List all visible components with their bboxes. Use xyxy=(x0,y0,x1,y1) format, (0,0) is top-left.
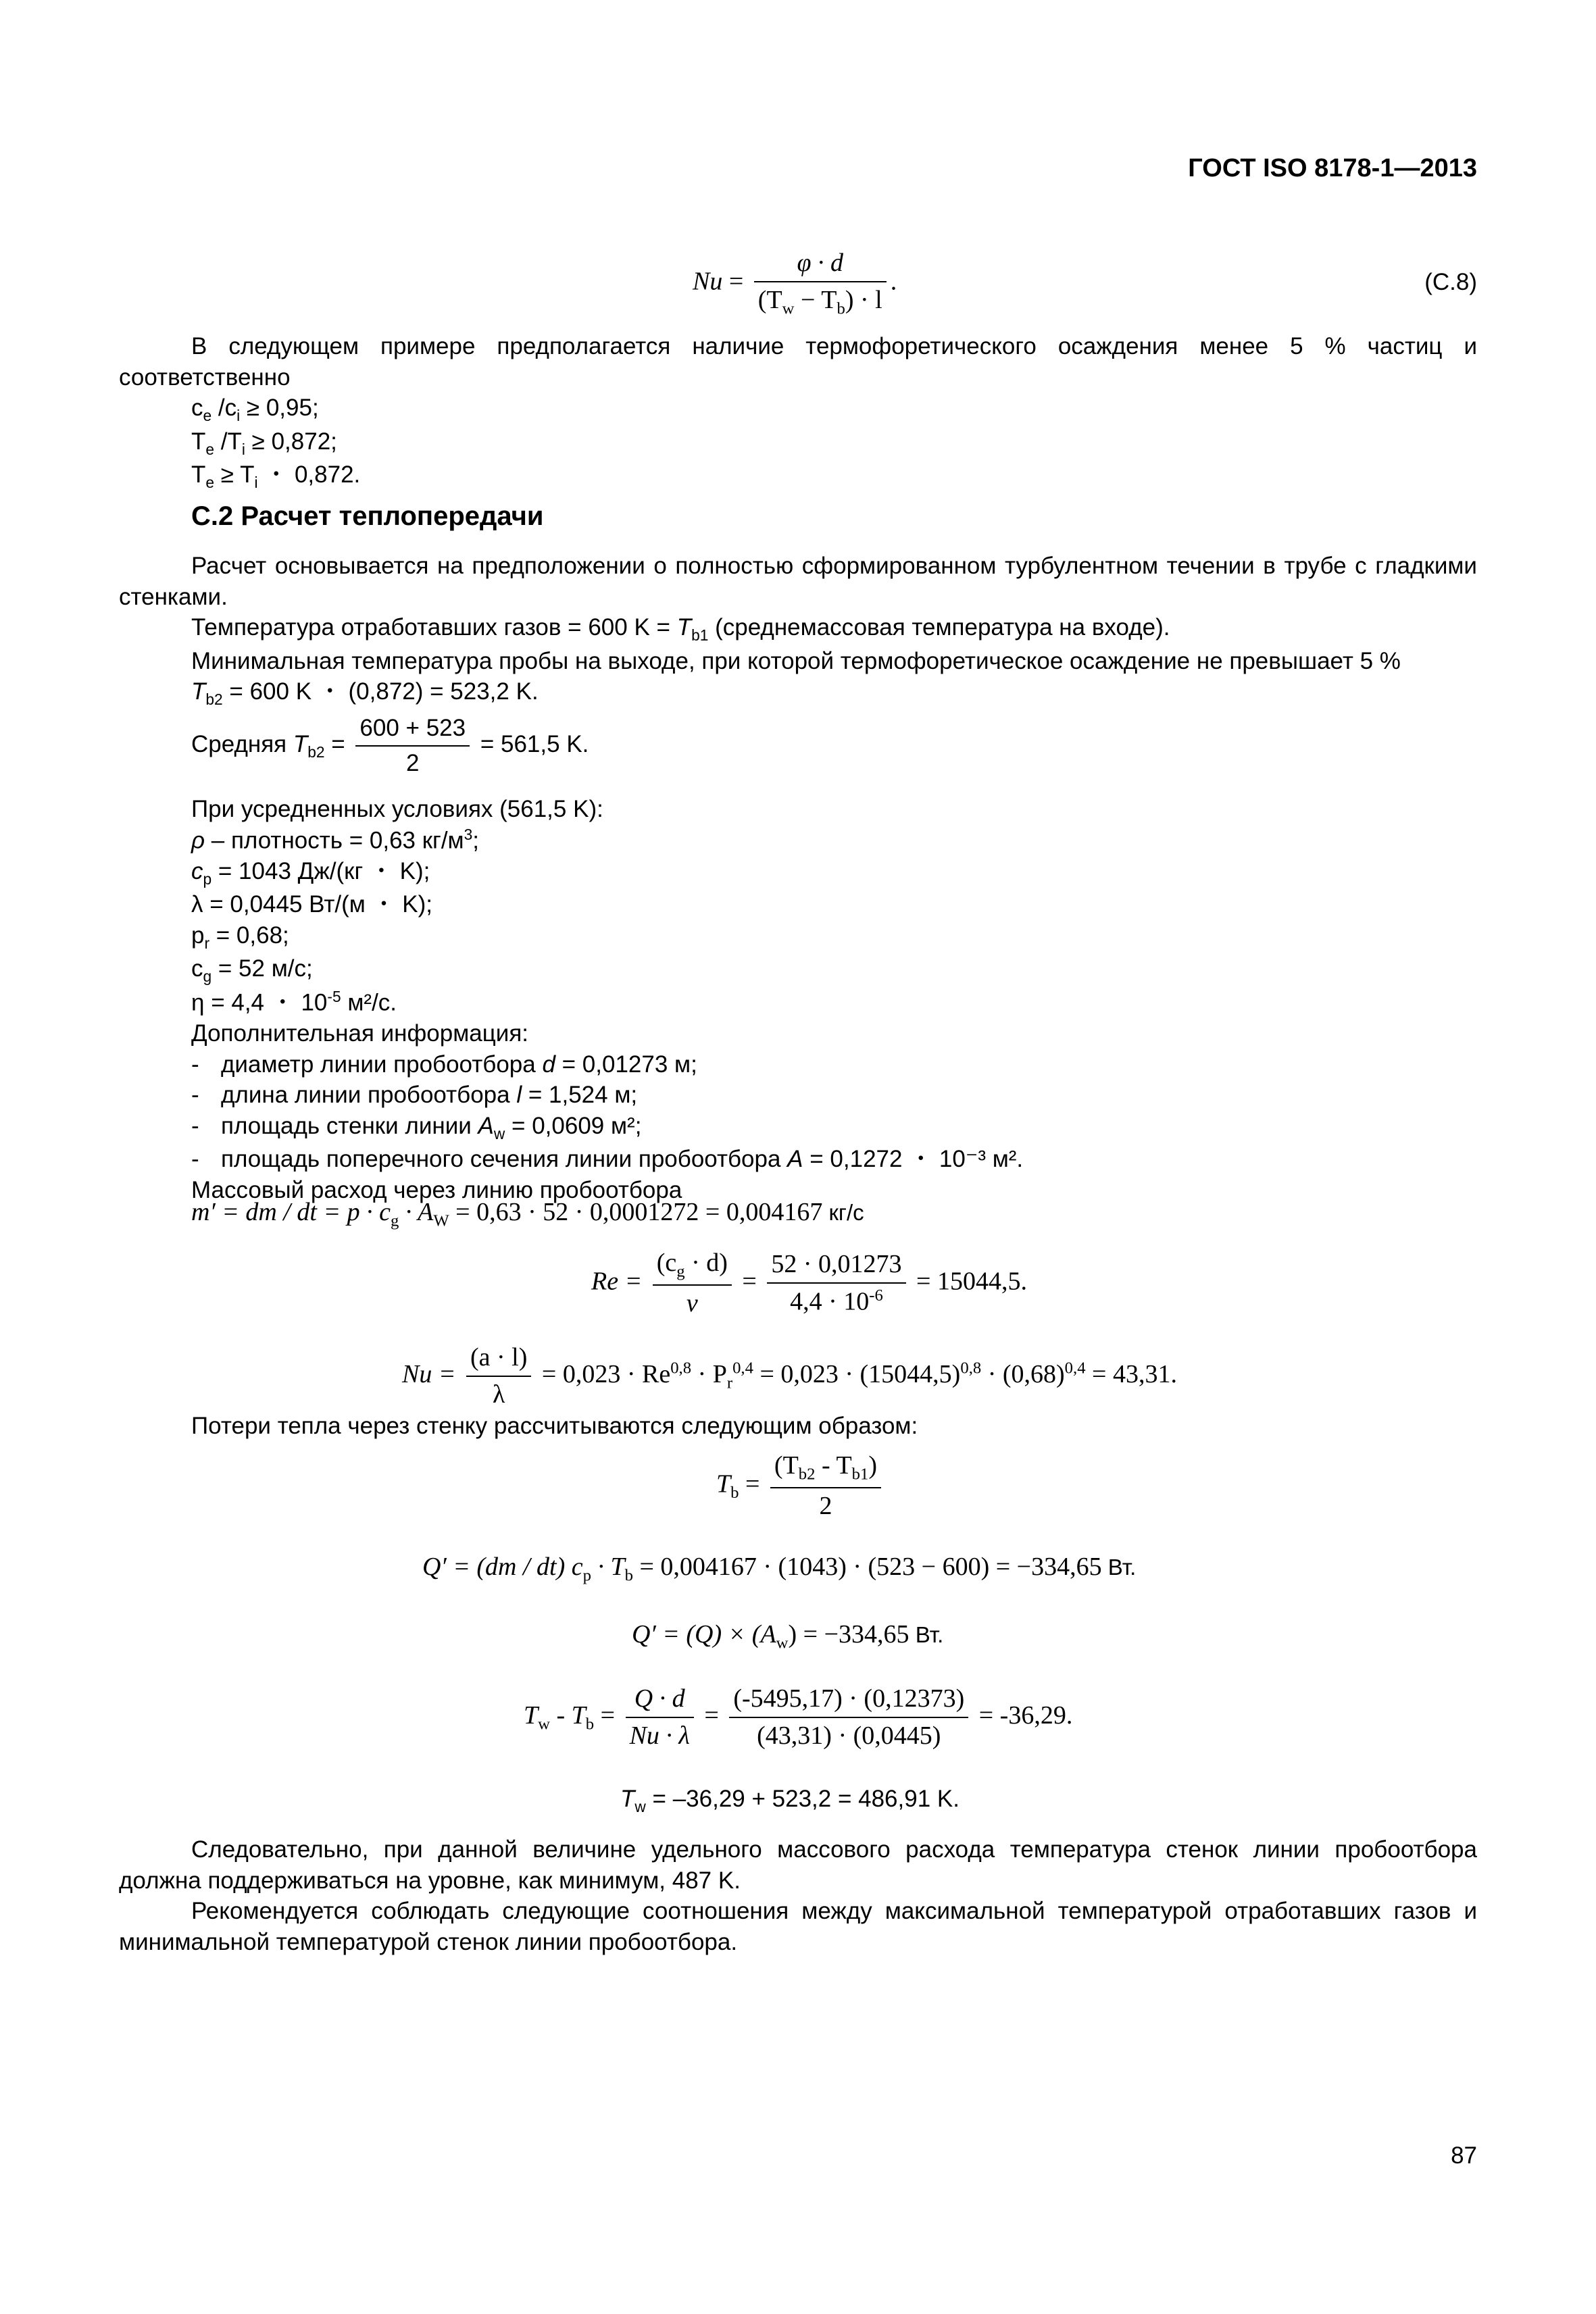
property-line: $p_r = 0,68$; xyxy=(191,922,289,952)
paragraph: Расчет основывается на предположении о полностью сформированном турбулентном течении в трубе с гладкими стенками. xyxy=(119,553,1477,610)
property-line: $c_p = 1043$ Дж/(кг ・ K); xyxy=(191,857,430,888)
text-line: $T_{b2} = 600$ K ・ (0,872) = 523,2 K. xyxy=(191,678,539,709)
condition-line: $T_e$ $/T_i \ge 0,872$; xyxy=(191,428,337,458)
text-line: Потери тепла через стенку рассчитываются следующим образом: xyxy=(191,1413,918,1439)
equation-q2: $Q' = (Q) \times (A_w) = -334,65$ Вт. xyxy=(632,1620,944,1653)
text-line: Дополнительная информация: xyxy=(191,1020,528,1047)
condition-line: $T_e \ge T_i$ ・ 0,872. xyxy=(191,461,361,492)
section-heading: С.2 Расчет теплопередачи xyxy=(191,501,544,531)
list-item: - площадь стенки линии $A_w = 0,0609$ м²; xyxy=(191,1112,642,1142)
document-header: ГОСТ ISO 8178-1—2013 xyxy=(1188,154,1477,182)
heatloss-intro-block xyxy=(119,1411,1477,1442)
intro-block xyxy=(119,331,1477,493)
calc-block xyxy=(119,551,1477,710)
property-line: η = 4,4 ・ $10^{-5}$ м²/с. xyxy=(191,987,397,1016)
text-line: При усредненных условиях (561,5 K): xyxy=(191,796,603,822)
property-line: $c_g = 52$ м/с; xyxy=(191,955,313,986)
equation-tw-tb: $T_w - T_b$ = $\frac{Q \cdot d}{Nu \cdot \lambda}$ = $\frac{(-5495,17) \cdot (0,12373)}{(43,31) \cdot (0,0445)}$ = -36,29. xyxy=(524,1682,1072,1753)
equation-tb: $T_b$ = $\frac{(T_{b2} - T_{b1})}{2}$ xyxy=(716,1449,885,1523)
condition-line: $c_e$ $/c_i \ge 0,95$; xyxy=(191,395,319,424)
paragraph: В следующем примере предполагается наличие термофоретического осаждения менее 5 % частиц и соответственно xyxy=(119,333,1477,391)
text-line: Температура отработавших газов = 600 $K = T_{b1}$ (среднемассовая температура на входе). xyxy=(191,614,1170,644)
equation-massflow: m′ = dm / dt = $p \cdot c_g \cdot A_W = 0,63 \cdot 52 \cdot 0,0001272 = 0,004167$ кг/с xyxy=(191,1198,864,1230)
paragraph: Рекомендуется соблюдать следующие соотношения между максимальной температурой отработавших газов и минимальной температурой стенок линии пробоотбора. xyxy=(119,1898,1477,1955)
equation-reynolds: Re = $\frac{(c_g \cdot d)}{v}$ = $\frac{52 \cdot 0,01273}{4,4 \cdot 10^{-6}}$ = 15044,5. xyxy=(591,1247,1027,1320)
page-number: 87 xyxy=(1451,2142,1477,2169)
equation-q1: Q′ = (dm / dt) $c_p \cdot T_b = 0,004167 \cdot (1043) \cdot (523 - 600) = -334,65$ Вт. xyxy=(422,1553,1137,1585)
extra-list xyxy=(119,1049,1477,1175)
fraction: $\frac{600 + 523}{2}$ xyxy=(355,713,470,778)
fraction: $\frac{\varphi \cdot d}{(T_w - T_b) \cdot l}$ xyxy=(754,247,887,320)
properties-block xyxy=(119,794,1477,1205)
property-line: λ = 0,0445 Вт/(м ・ K); xyxy=(191,891,432,918)
equation-c8: Nu = $\frac{\varphi \cdot d}{(T_w - T_b) \cdot l}$ . xyxy=(693,247,897,320)
equation-nusselt: Nu = $\frac{(a \cdot l)}{\lambda}$ = $0,023 \cdot Re^{0,8} \cdot P_r^{0,4} = 0,023 \cdot (15044,5)^{0,8} \cdot (0,68)^{0,4} = 43,31$. xyxy=(402,1341,1177,1412)
list-item: - диаметр линии пробоотбора d = 0,01273 м; xyxy=(191,1051,697,1078)
list-item: - длина линии пробоотбора l = 1,524 м; xyxy=(191,1082,638,1108)
conclusion-block xyxy=(119,1834,1477,1957)
equation-number: (C.8) xyxy=(1424,269,1477,295)
property-line: ρ – плотность = 0,63 $кг/м^3$; xyxy=(191,825,480,854)
text-line: Минимальная температура пробы на выходе, при которой термофоретическое осаждение не превышает 5 % xyxy=(191,647,1401,674)
list-item: - площадь поперечного сечения линии пробоотбора A = 0,1272 ・ 10⁻³ м². xyxy=(191,1146,1024,1173)
mean-temperature: Средняя $T_{b2}$ = $\frac{600 + 523}{2}$ = 561,5 K. xyxy=(191,713,589,778)
paragraph: Следовательно, при данной величине удельного массового расхода температура стенок линии пробоотбора должна поддерживаться на уровне, как минимум, 487 K. xyxy=(119,1836,1477,1894)
text-line: Массовый расход через линию пробоотбора xyxy=(191,1176,682,1203)
equation-tw-result: $T_w = -36,29 + 523,2 = 486,91$ K. xyxy=(620,1786,959,1815)
